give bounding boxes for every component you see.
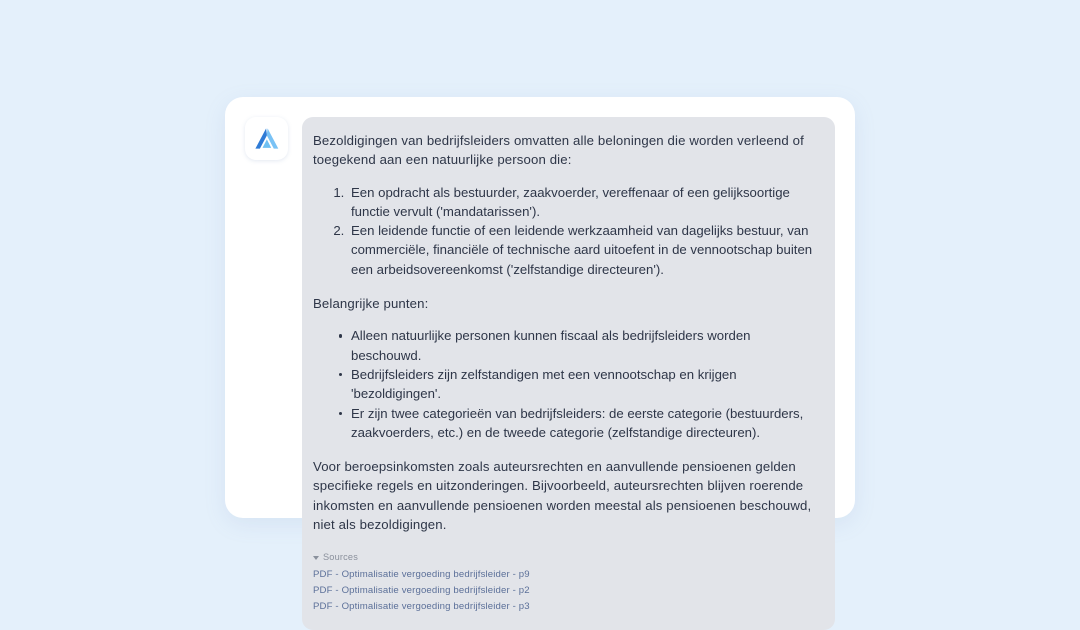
sources-section <box>313 551 815 613</box>
assistant-message-row <box>245 117 835 630</box>
source-link[interactable]: PDF - Optimalisatie vergoeding bedrijfsleider - p3 <box>313 601 530 613</box>
chevron-down-icon <box>313 556 319 560</box>
list-item: Alleen natuurlijke personen kunnen fiscaal als bedrijfsleiders worden beschouwd. <box>351 326 815 365</box>
list-item: Bedrijfsleiders zijn zelfstandigen met een vennootschap en krijgen 'bezoldigingen'. <box>351 365 815 404</box>
definition-ordered-list <box>313 183 815 279</box>
closing-paragraph: Voor beroepsinkomsten zoals auteursrechten en aanvullende pensioenen gelden specifieke regels en uitzonderingen. Bijvoorbeeld, auteursrechten blijven roerende inkomsten en aanvullende pensioenen worden meestal als pensioenen beschouwd, niet als bezoldigingen. <box>313 459 812 533</box>
assistant-message-bubble <box>302 117 835 630</box>
source-link[interactable]: PDF - Optimalisatie vergoeding bedrijfsleider - p9 <box>313 568 530 580</box>
avatar <box>245 117 288 160</box>
sources-toggle-label: Sources <box>323 552 358 563</box>
list-item: Er zijn twee categorieën van bedrijfsleiders: de eerste categorie (bestuurders, zaakvoerders, etc.) en de tweede categorie (zelfstandige directeuren). <box>351 404 815 443</box>
assistant-logo-icon <box>253 125 281 153</box>
chat-message-card <box>225 97 855 613</box>
intro-paragraph: Bezoldigingen van bedrijfsleiders omvatten alle beloningen die worden verleend of toegekend aan een natuurlijke persoon die: <box>313 133 804 168</box>
list-item: 2. Een leidende functie of een leidende werkzaamheid van dagelijks bestuur, van commerciële, financiële of technische aard uitoefent in de vennootschap buiten een arbeidsovereenkomst ('zelfstandige directeuren'). <box>348 221 815 279</box>
sources-toggle[interactable] <box>313 551 815 564</box>
key-points-heading: Belangrijke punten: <box>313 296 429 312</box>
list-item: 1. Een opdracht als bestuurder, zaakvoerder, vereffenaar of een gelijksoortige functie vervult ('mandatarissen'). <box>348 183 815 222</box>
key-points-bullet-list <box>313 326 815 442</box>
source-link[interactable]: PDF - Optimalisatie vergoeding bedrijfsleider - p2 <box>313 584 530 596</box>
